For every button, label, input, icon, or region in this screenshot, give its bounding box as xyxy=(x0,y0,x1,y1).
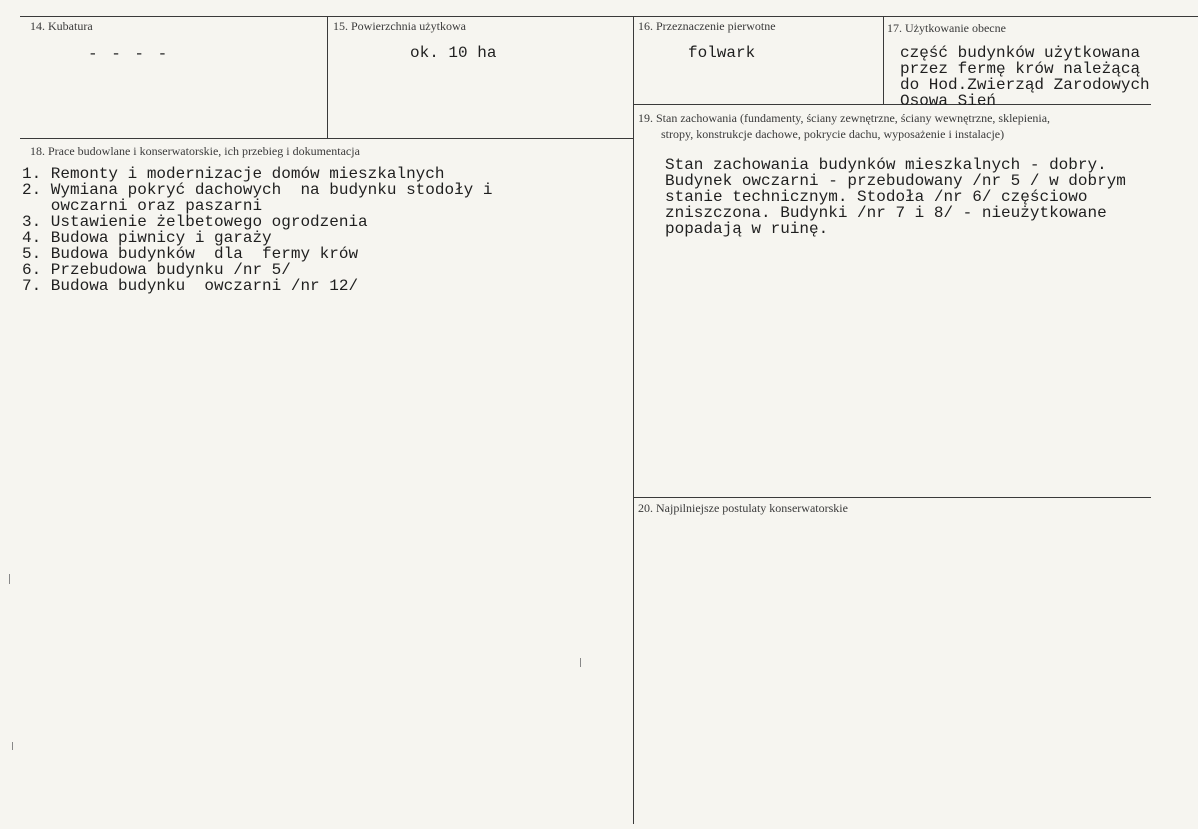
field-19-label-line1: 19. Stan zachowania (fundamenty, ściany zewnętrzne, ściany wewnętrzne, sklepienia, xyxy=(638,111,1051,125)
scan-mark xyxy=(580,658,581,667)
field-19-line: Budynek owczarni - przebudowany /nr 5 / w dobrym xyxy=(665,172,1126,190)
scan-mark xyxy=(9,574,10,584)
rule-above-20 xyxy=(633,497,1151,498)
list-item: 2. Wymiana pokryć dachowych na budynku stodoły i xyxy=(22,181,493,199)
list-item: 1. Remonty i modernizacje domów mieszkalnych xyxy=(22,165,445,183)
field-18-work-list xyxy=(22,166,492,294)
field-16-label: 16. Przeznaczenie pierwotne xyxy=(638,19,776,33)
divider-14-15 xyxy=(327,16,328,139)
field-17-line: przez fermę krów należącą xyxy=(900,60,1141,78)
list-item: 5. Budowa budynków dla fermy krów xyxy=(22,245,359,263)
field-17-line: Osowa Sień xyxy=(900,92,997,110)
rule-under-14-15 xyxy=(20,138,634,139)
field-19-label-line2: stropy, konstrukcje dachowe, pokrycie dachu, wyposażenie i instalacje) xyxy=(661,127,1005,141)
field-14-value: - - - - xyxy=(88,45,170,63)
field-19-line: stanie technicznym. Stodoła /nr 6/ częściowo xyxy=(665,188,1088,206)
field-19-line: Stan zachowania budynków mieszkalnych - dobry. xyxy=(665,156,1107,174)
scan-mark xyxy=(12,742,13,750)
field-14-label: 14. Kubatura xyxy=(30,19,93,33)
field-19-line: popadają w ruinę. xyxy=(665,220,829,238)
list-item: 6. Przebudowa budynku /nr 5/ xyxy=(22,261,291,279)
field-18-label: 18. Prace budowlane i konserwatorskie, ich przebieg i dokumentacja xyxy=(30,144,360,158)
field-19-value xyxy=(665,157,1126,237)
list-item: owczarni oraz paszarni xyxy=(22,197,263,215)
list-item: 3. Ustawienie żelbetowego ogrodzenia xyxy=(22,213,368,231)
field-17-line: do Hod.Zwierząd Zarodowych xyxy=(900,76,1150,94)
field-15-label: 15. Powierzchnia użytkowa xyxy=(333,19,466,33)
list-item: 7. Budowa budynku owczarni /nr 12/ xyxy=(22,277,359,295)
field-20-label: 20. Najpilniejsze postulaty konserwatorskie xyxy=(638,501,848,515)
field-17-label: 17. Użytkowanie obecne xyxy=(887,21,1006,35)
field-19-line: zniszczona. Budynki /nr 7 i 8/ - nieużytkowane xyxy=(665,204,1107,222)
field-15-value: ok. 10 ha xyxy=(410,44,497,62)
field-17-line: część budynków użytkowana xyxy=(900,44,1141,62)
list-item: 4. Budowa piwnicy i garaży xyxy=(22,229,272,247)
field-16-value: folwark xyxy=(688,44,756,62)
top-rule xyxy=(20,16,1198,17)
field-17-value xyxy=(900,45,1150,109)
divider-16-17 xyxy=(883,16,884,104)
